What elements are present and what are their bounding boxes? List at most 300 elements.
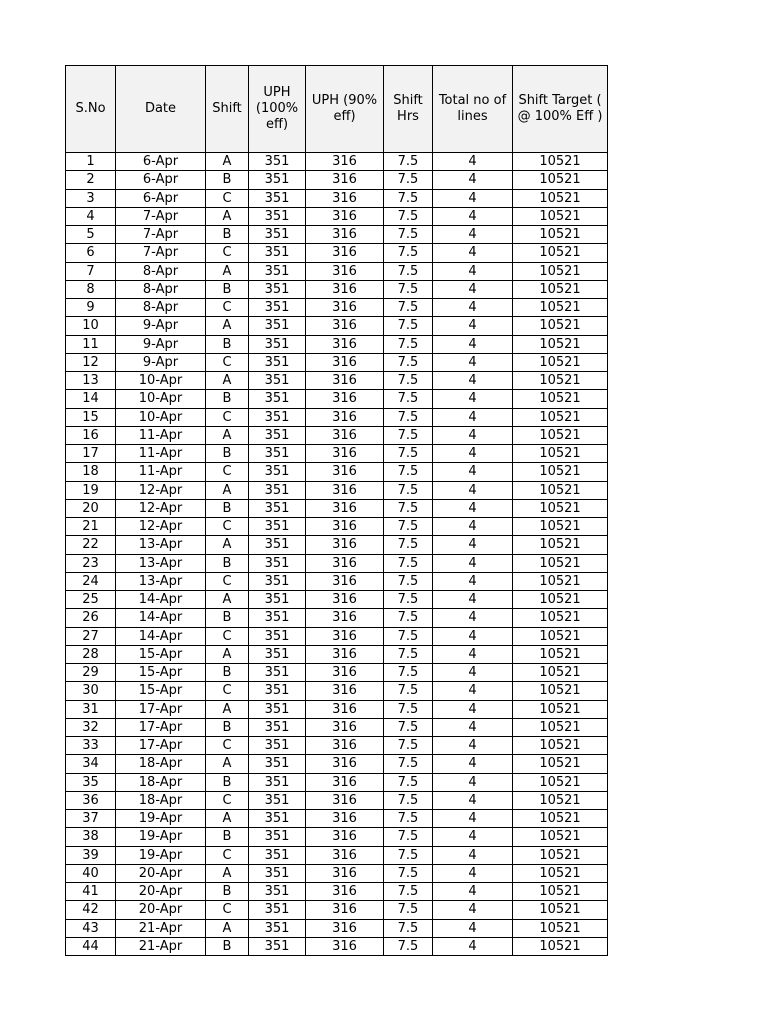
- shift-cell: B: [206, 226, 249, 244]
- shift-hrs-cell: 7.5: [384, 883, 433, 901]
- shift-hrs-cell: 7.5: [384, 499, 433, 517]
- table-body: [66, 153, 608, 956]
- shift-cell: A: [206, 481, 249, 499]
- date-cell: 21-Apr: [116, 919, 206, 937]
- sno-cell: 26: [66, 609, 116, 627]
- shift-target-cell: 10521: [513, 426, 608, 444]
- uph-100-cell: 351: [249, 153, 306, 171]
- uph-90-cell: 316: [306, 207, 384, 225]
- shift-hrs-cell: 7.5: [384, 773, 433, 791]
- shift-target-cell: 10521: [513, 791, 608, 809]
- shift-cell: C: [206, 627, 249, 645]
- sno-cell: 27: [66, 627, 116, 645]
- total-lines-cell: 4: [433, 627, 513, 645]
- uph-100-cell: 351: [249, 864, 306, 882]
- shift-cell: B: [206, 718, 249, 736]
- uph-100-cell: 351: [249, 609, 306, 627]
- uph-90-cell: 316: [306, 883, 384, 901]
- uph-100-cell: 351: [249, 317, 306, 335]
- uph-100-cell: 351: [249, 299, 306, 317]
- shift-hrs-cell: 7.5: [384, 481, 433, 499]
- total-lines-cell: 4: [433, 609, 513, 627]
- shift-target-cell: 10521: [513, 244, 608, 262]
- shift-target-cell: 10521: [513, 153, 608, 171]
- table-row: [66, 353, 608, 371]
- uph-90-cell: 316: [306, 828, 384, 846]
- shift-hrs-cell: 7.5: [384, 627, 433, 645]
- uph-90-cell: 316: [306, 645, 384, 663]
- uph-90-cell: 316: [306, 755, 384, 773]
- sno-cell: 34: [66, 755, 116, 773]
- uph-90-cell: 316: [306, 445, 384, 463]
- shift-cell: A: [206, 262, 249, 280]
- uph-90-cell: 316: [306, 244, 384, 262]
- date-cell: 12-Apr: [116, 499, 206, 517]
- total-lines-cell: 4: [433, 390, 513, 408]
- shift-hrs-cell: 7.5: [384, 937, 433, 955]
- shift-target-cell: 10521: [513, 536, 608, 554]
- total-lines-cell: 4: [433, 755, 513, 773]
- uph-100-cell: 351: [249, 591, 306, 609]
- shift-cell: B: [206, 554, 249, 572]
- sno-cell: 43: [66, 919, 116, 937]
- total-lines-cell: 4: [433, 664, 513, 682]
- date-cell: 17-Apr: [116, 718, 206, 736]
- date-cell: 8-Apr: [116, 262, 206, 280]
- sno-cell: 40: [66, 864, 116, 882]
- date-cell: 19-Apr: [116, 810, 206, 828]
- total-lines-cell: 4: [433, 937, 513, 955]
- uph-90-cell: 316: [306, 664, 384, 682]
- shift-target-cell: 10521: [513, 718, 608, 736]
- shift-hrs-cell: 7.5: [384, 810, 433, 828]
- total-lines-cell: 4: [433, 207, 513, 225]
- uph-100-cell: 351: [249, 846, 306, 864]
- uph-90-cell: 316: [306, 591, 384, 609]
- uph-100-cell: 351: [249, 937, 306, 955]
- shift-target-cell: 10521: [513, 554, 608, 572]
- shift-target-cell: 10521: [513, 226, 608, 244]
- total-lines-cell: 4: [433, 572, 513, 590]
- date-cell: 11-Apr: [116, 463, 206, 481]
- uph-100-cell: 351: [249, 189, 306, 207]
- shift-hrs-cell: 7.5: [384, 335, 433, 353]
- total-lines-cell: 4: [433, 317, 513, 335]
- shift-hrs-cell: 7.5: [384, 426, 433, 444]
- header-uph-100: UPH (100% eff): [249, 66, 306, 153]
- table-row: [66, 664, 608, 682]
- uph-90-cell: 316: [306, 426, 384, 444]
- uph-100-cell: 351: [249, 773, 306, 791]
- shift-target-cell: 10521: [513, 810, 608, 828]
- shift-target-cell: 10521: [513, 317, 608, 335]
- uph-100-cell: 351: [249, 791, 306, 809]
- uph-100-cell: 351: [249, 627, 306, 645]
- sno-cell: 1: [66, 153, 116, 171]
- shift-cell: A: [206, 207, 249, 225]
- total-lines-cell: 4: [433, 171, 513, 189]
- uph-90-cell: 316: [306, 353, 384, 371]
- sno-cell: 8: [66, 280, 116, 298]
- total-lines-cell: 4: [433, 591, 513, 609]
- shift-hrs-cell: 7.5: [384, 207, 433, 225]
- sno-cell: 13: [66, 372, 116, 390]
- table-row: [66, 280, 608, 298]
- shift-target-cell: 10521: [513, 645, 608, 663]
- shift-target-cell: 10521: [513, 463, 608, 481]
- date-cell: 20-Apr: [116, 901, 206, 919]
- uph-100-cell: 351: [249, 901, 306, 919]
- total-lines-cell: 4: [433, 226, 513, 244]
- table-row: [66, 773, 608, 791]
- shift-cell: B: [206, 828, 249, 846]
- total-lines-cell: 4: [433, 773, 513, 791]
- shift-cell: A: [206, 591, 249, 609]
- shift-hrs-cell: 7.5: [384, 299, 433, 317]
- shift-target-cell: 10521: [513, 481, 608, 499]
- table-row: [66, 627, 608, 645]
- date-cell: 6-Apr: [116, 189, 206, 207]
- shift-hrs-cell: 7.5: [384, 445, 433, 463]
- uph-100-cell: 351: [249, 262, 306, 280]
- uph-90-cell: 316: [306, 609, 384, 627]
- shift-target-cell: 10521: [513, 773, 608, 791]
- table-row: [66, 445, 608, 463]
- table-row: [66, 846, 608, 864]
- shift-hrs-cell: 7.5: [384, 280, 433, 298]
- shift-cell: B: [206, 445, 249, 463]
- sno-cell: 12: [66, 353, 116, 371]
- uph-90-cell: 316: [306, 700, 384, 718]
- shift-target-cell: 10521: [513, 335, 608, 353]
- shift-target-cell: 10521: [513, 445, 608, 463]
- shift-cell: A: [206, 700, 249, 718]
- total-lines-cell: 4: [433, 244, 513, 262]
- shift-target-cell: 10521: [513, 664, 608, 682]
- date-cell: 9-Apr: [116, 353, 206, 371]
- shift-cell: A: [206, 372, 249, 390]
- shift-hrs-cell: 7.5: [384, 864, 433, 882]
- shift-target-cell: 10521: [513, 883, 608, 901]
- shift-cell: C: [206, 682, 249, 700]
- total-lines-cell: 4: [433, 700, 513, 718]
- uph-90-cell: 316: [306, 317, 384, 335]
- shift-cell: B: [206, 499, 249, 517]
- sno-cell: 22: [66, 536, 116, 554]
- shift-target-cell: 10521: [513, 919, 608, 937]
- date-cell: 17-Apr: [116, 737, 206, 755]
- shift-target-cell: 10521: [513, 189, 608, 207]
- sno-cell: 25: [66, 591, 116, 609]
- shift-target-cell: 10521: [513, 262, 608, 280]
- table-row: [66, 828, 608, 846]
- date-cell: 8-Apr: [116, 299, 206, 317]
- uph-100-cell: 351: [249, 390, 306, 408]
- sno-cell: 37: [66, 810, 116, 828]
- shift-hrs-cell: 7.5: [384, 189, 433, 207]
- sno-cell: 23: [66, 554, 116, 572]
- shift-cell: B: [206, 773, 249, 791]
- table-row: [66, 755, 608, 773]
- shift-target-cell: 10521: [513, 627, 608, 645]
- header-date: Date: [116, 66, 206, 153]
- sno-cell: 21: [66, 518, 116, 536]
- shift-hrs-cell: 7.5: [384, 609, 433, 627]
- uph-90-cell: 316: [306, 481, 384, 499]
- total-lines-cell: 4: [433, 536, 513, 554]
- shift-hrs-cell: 7.5: [384, 317, 433, 335]
- uph-90-cell: 316: [306, 554, 384, 572]
- shift-hrs-cell: 7.5: [384, 919, 433, 937]
- shift-cell: A: [206, 153, 249, 171]
- date-cell: 10-Apr: [116, 372, 206, 390]
- shift-hrs-cell: 7.5: [384, 518, 433, 536]
- shift-target-cell: 10521: [513, 846, 608, 864]
- date-cell: 20-Apr: [116, 883, 206, 901]
- shift-cell: C: [206, 846, 249, 864]
- header-shift-target: Shift Target ( @ 100% Eff ): [513, 66, 608, 153]
- sno-cell: 31: [66, 700, 116, 718]
- shift-cell: C: [206, 518, 249, 536]
- shift-hrs-cell: 7.5: [384, 755, 433, 773]
- date-cell: 15-Apr: [116, 664, 206, 682]
- uph-100-cell: 351: [249, 353, 306, 371]
- table-row: [66, 244, 608, 262]
- uph-100-cell: 351: [249, 572, 306, 590]
- total-lines-cell: 4: [433, 810, 513, 828]
- date-cell: 9-Apr: [116, 335, 206, 353]
- total-lines-cell: 4: [433, 262, 513, 280]
- shift-hrs-cell: 7.5: [384, 463, 433, 481]
- table-row: [66, 481, 608, 499]
- shift-target-cell: 10521: [513, 591, 608, 609]
- table-row: [66, 372, 608, 390]
- uph-100-cell: 351: [249, 645, 306, 663]
- uph-90-cell: 316: [306, 189, 384, 207]
- uph-100-cell: 351: [249, 718, 306, 736]
- total-lines-cell: 4: [433, 335, 513, 353]
- shift-hrs-cell: 7.5: [384, 901, 433, 919]
- header-shift: Shift: [206, 66, 249, 153]
- sno-cell: 16: [66, 426, 116, 444]
- uph-100-cell: 351: [249, 700, 306, 718]
- sno-cell: 33: [66, 737, 116, 755]
- shift-hrs-cell: 7.5: [384, 572, 433, 590]
- sno-cell: 41: [66, 883, 116, 901]
- shift-target-table: [65, 65, 608, 956]
- uph-100-cell: 351: [249, 244, 306, 262]
- total-lines-cell: 4: [433, 682, 513, 700]
- date-cell: 13-Apr: [116, 554, 206, 572]
- date-cell: 13-Apr: [116, 572, 206, 590]
- table-row: [66, 645, 608, 663]
- shift-hrs-cell: 7.5: [384, 153, 433, 171]
- date-cell: 18-Apr: [116, 755, 206, 773]
- shift-cell: C: [206, 244, 249, 262]
- uph-90-cell: 316: [306, 153, 384, 171]
- uph-90-cell: 316: [306, 372, 384, 390]
- table-row: [66, 937, 608, 955]
- date-cell: 10-Apr: [116, 390, 206, 408]
- uph-100-cell: 351: [249, 372, 306, 390]
- shift-target-cell: 10521: [513, 828, 608, 846]
- uph-90-cell: 316: [306, 919, 384, 937]
- date-cell: 14-Apr: [116, 627, 206, 645]
- date-cell: 7-Apr: [116, 244, 206, 262]
- shift-hrs-cell: 7.5: [384, 262, 433, 280]
- date-cell: 19-Apr: [116, 846, 206, 864]
- shift-cell: A: [206, 864, 249, 882]
- shift-cell: B: [206, 883, 249, 901]
- uph-100-cell: 351: [249, 445, 306, 463]
- shift-cell: A: [206, 919, 249, 937]
- table-row: [66, 171, 608, 189]
- uph-90-cell: 316: [306, 572, 384, 590]
- table-row: [66, 901, 608, 919]
- date-cell: 11-Apr: [116, 445, 206, 463]
- shift-target-cell: 10521: [513, 390, 608, 408]
- uph-90-cell: 316: [306, 810, 384, 828]
- sno-cell: 11: [66, 335, 116, 353]
- table-row: [66, 810, 608, 828]
- total-lines-cell: 4: [433, 280, 513, 298]
- date-cell: 6-Apr: [116, 153, 206, 171]
- uph-90-cell: 316: [306, 846, 384, 864]
- uph-90-cell: 316: [306, 627, 384, 645]
- date-cell: 14-Apr: [116, 609, 206, 627]
- uph-90-cell: 316: [306, 791, 384, 809]
- uph-90-cell: 316: [306, 299, 384, 317]
- shift-target-cell: 10521: [513, 755, 608, 773]
- total-lines-cell: 4: [433, 481, 513, 499]
- uph-100-cell: 351: [249, 919, 306, 937]
- table-row: [66, 390, 608, 408]
- uph-100-cell: 351: [249, 664, 306, 682]
- date-cell: 7-Apr: [116, 207, 206, 225]
- total-lines-cell: 4: [433, 518, 513, 536]
- table-row: [66, 189, 608, 207]
- total-lines-cell: 4: [433, 463, 513, 481]
- date-cell: 12-Apr: [116, 518, 206, 536]
- uph-100-cell: 351: [249, 682, 306, 700]
- uph-90-cell: 316: [306, 390, 384, 408]
- uph-100-cell: 351: [249, 828, 306, 846]
- shift-cell: C: [206, 737, 249, 755]
- shift-target-cell: 10521: [513, 499, 608, 517]
- total-lines-cell: 4: [433, 846, 513, 864]
- sno-cell: 14: [66, 390, 116, 408]
- total-lines-cell: 4: [433, 426, 513, 444]
- date-cell: 15-Apr: [116, 682, 206, 700]
- total-lines-cell: 4: [433, 864, 513, 882]
- shift-cell: C: [206, 572, 249, 590]
- table-row: [66, 609, 608, 627]
- uph-100-cell: 351: [249, 755, 306, 773]
- uph-100-cell: 351: [249, 171, 306, 189]
- table-row: [66, 335, 608, 353]
- uph-100-cell: 351: [249, 408, 306, 426]
- uph-100-cell: 351: [249, 737, 306, 755]
- date-cell: 19-Apr: [116, 828, 206, 846]
- date-cell: 8-Apr: [116, 280, 206, 298]
- shift-target-cell: 10521: [513, 372, 608, 390]
- uph-100-cell: 351: [249, 207, 306, 225]
- total-lines-cell: 4: [433, 791, 513, 809]
- shift-cell: B: [206, 664, 249, 682]
- uph-90-cell: 316: [306, 499, 384, 517]
- total-lines-cell: 4: [433, 645, 513, 663]
- sno-cell: 35: [66, 773, 116, 791]
- table-row: [66, 262, 608, 280]
- uph-90-cell: 316: [306, 718, 384, 736]
- shift-target-cell: 10521: [513, 408, 608, 426]
- sno-cell: 2: [66, 171, 116, 189]
- uph-90-cell: 316: [306, 901, 384, 919]
- total-lines-cell: 4: [433, 919, 513, 937]
- date-cell: 12-Apr: [116, 481, 206, 499]
- uph-100-cell: 351: [249, 481, 306, 499]
- uph-90-cell: 316: [306, 518, 384, 536]
- uph-100-cell: 351: [249, 518, 306, 536]
- sno-cell: 6: [66, 244, 116, 262]
- uph-90-cell: 316: [306, 408, 384, 426]
- total-lines-cell: 4: [433, 353, 513, 371]
- uph-90-cell: 316: [306, 737, 384, 755]
- shift-cell: C: [206, 463, 249, 481]
- shift-target-cell: 10521: [513, 682, 608, 700]
- table-row: [66, 536, 608, 554]
- shift-target-cell: 10521: [513, 572, 608, 590]
- shift-target-cell: 10521: [513, 353, 608, 371]
- sno-cell: 7: [66, 262, 116, 280]
- uph-90-cell: 316: [306, 335, 384, 353]
- sno-cell: 19: [66, 481, 116, 499]
- shift-cell: C: [206, 299, 249, 317]
- shift-target-cell: 10521: [513, 700, 608, 718]
- total-lines-cell: 4: [433, 372, 513, 390]
- uph-100-cell: 351: [249, 463, 306, 481]
- uph-100-cell: 351: [249, 554, 306, 572]
- table-row: [66, 919, 608, 937]
- total-lines-cell: 4: [433, 554, 513, 572]
- shift-hrs-cell: 7.5: [384, 664, 433, 682]
- shift-cell: C: [206, 901, 249, 919]
- shift-hrs-cell: 7.5: [384, 645, 433, 663]
- total-lines-cell: 4: [433, 189, 513, 207]
- table-row: [66, 682, 608, 700]
- shift-target-cell: 10521: [513, 609, 608, 627]
- date-cell: 21-Apr: [116, 937, 206, 955]
- uph-90-cell: 316: [306, 280, 384, 298]
- shift-target-cell: 10521: [513, 299, 608, 317]
- table-row: [66, 226, 608, 244]
- shift-cell: A: [206, 426, 249, 444]
- shift-cell: C: [206, 353, 249, 371]
- uph-90-cell: 316: [306, 682, 384, 700]
- table-row: [66, 883, 608, 901]
- total-lines-cell: 4: [433, 737, 513, 755]
- header-shift-hrs: Shift Hrs: [384, 66, 433, 153]
- sno-cell: 32: [66, 718, 116, 736]
- date-cell: 7-Apr: [116, 226, 206, 244]
- uph-90-cell: 316: [306, 536, 384, 554]
- sno-cell: 5: [66, 226, 116, 244]
- shift-cell: C: [206, 408, 249, 426]
- sno-cell: 30: [66, 682, 116, 700]
- table-row: [66, 718, 608, 736]
- total-lines-cell: 4: [433, 883, 513, 901]
- shift-hrs-cell: 7.5: [384, 390, 433, 408]
